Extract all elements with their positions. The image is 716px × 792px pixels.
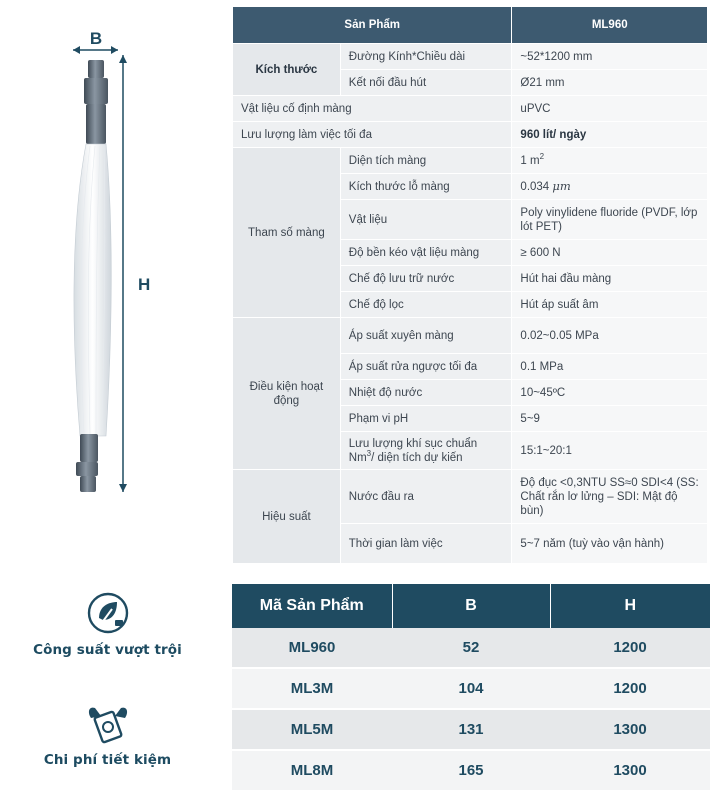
air-key-superscript: 3 bbox=[366, 448, 372, 458]
model-code: ML3M bbox=[232, 668, 392, 709]
model-h: 1300 bbox=[550, 709, 710, 750]
money-wings-icon bbox=[85, 700, 131, 746]
air-key-line1: Lưu lượng khí sục chuẩn bbox=[348, 437, 478, 450]
spec-value: Độ đục <0,3NTU SS≈0 SDI<4 (SS: Chất rắn lơ lửng – SDI: Mật độ bùn) bbox=[512, 470, 708, 524]
model-row bbox=[232, 750, 710, 791]
spec-row bbox=[233, 318, 708, 354]
spec-value: Hút áp suất âm bbox=[512, 292, 708, 318]
spec-key: Vật liệu cố định màng bbox=[233, 96, 512, 122]
specification-table bbox=[232, 6, 708, 564]
model-b: 104 bbox=[392, 668, 550, 709]
spec-row bbox=[233, 470, 708, 524]
spec-key: Vật liệu bbox=[340, 200, 512, 240]
spec-value: 15:1~20:1 bbox=[512, 432, 708, 470]
model-row bbox=[232, 709, 710, 750]
air-key-line2: / diện tích dự kiến bbox=[371, 451, 463, 464]
model-b: 165 bbox=[392, 750, 550, 791]
pore-value: 0.034 bbox=[520, 181, 553, 193]
spec-group-operation: Điều kiện hoạt động bbox=[233, 318, 341, 470]
spec-header-row bbox=[233, 7, 708, 44]
spec-key: Nhiệt độ nước bbox=[340, 380, 512, 406]
spec-value: Ø21 mm bbox=[512, 70, 708, 96]
model-row bbox=[232, 668, 710, 709]
feature-savings-label: Chi phí tiết kiệm bbox=[43, 752, 172, 768]
spec-key: Diện tích màng bbox=[340, 148, 512, 174]
pore-unit: μm bbox=[552, 179, 571, 193]
model-code: ML5M bbox=[232, 709, 392, 750]
model-h: 1200 bbox=[550, 668, 710, 709]
spec-value: ≥ 600 N bbox=[512, 240, 708, 266]
spec-header-product: Sản Phẩm bbox=[233, 7, 512, 44]
spec-value: Hút hai đầu màng bbox=[512, 266, 708, 292]
model-row bbox=[232, 628, 710, 668]
spec-key: Chế độ lọc bbox=[340, 292, 512, 318]
model-code: ML8M bbox=[232, 750, 392, 791]
model-header-b: B bbox=[392, 584, 550, 628]
spec-key: Nước đầu ra bbox=[340, 470, 512, 524]
spec-group-size: Kích thước bbox=[233, 44, 341, 96]
spec-key: Kết nối đầu hút bbox=[340, 70, 512, 96]
air-key-unit: Nm bbox=[348, 451, 367, 464]
membrane-module-drawing bbox=[0, 0, 215, 560]
model-code: ML960 bbox=[232, 628, 392, 668]
spec-value: uPVC bbox=[512, 96, 708, 122]
spec-group-performance: Hiệu suất bbox=[233, 470, 341, 564]
model-b: 52 bbox=[392, 628, 550, 668]
spec-key: Lưu lượng làm việc tối đa bbox=[233, 122, 512, 148]
spec-header-model: ML960 bbox=[512, 7, 708, 44]
model-header-code: Mã Sản Phẩm bbox=[232, 584, 392, 628]
spec-value: 0.02~0.05 MPa bbox=[512, 318, 708, 354]
spec-row bbox=[233, 96, 708, 122]
spec-row bbox=[233, 122, 708, 148]
model-h: 1300 bbox=[550, 750, 710, 791]
spec-key: Áp suất xuyên màng bbox=[340, 318, 512, 354]
model-table bbox=[232, 584, 710, 792]
spec-value bbox=[512, 148, 708, 174]
spec-key bbox=[340, 432, 512, 470]
spec-row bbox=[233, 148, 708, 174]
spec-key: Chế độ lưu trữ nước bbox=[340, 266, 512, 292]
dimension-b-label: B bbox=[89, 29, 103, 48]
model-h: 1200 bbox=[550, 628, 710, 668]
spec-key: Áp suất rửa ngược tối đa bbox=[340, 354, 512, 380]
spec-value: ~52*1200 mm bbox=[512, 44, 708, 70]
feature-savings bbox=[0, 700, 215, 768]
spec-value: Poly vinylidene fluoride (PVDF, lớp lót PET) bbox=[512, 200, 708, 240]
dimension-h-arrow bbox=[119, 55, 127, 492]
model-header-h: H bbox=[550, 584, 710, 628]
feature-performance bbox=[0, 590, 215, 658]
spec-key: Độ bền kéo vật liệu màng bbox=[340, 240, 512, 266]
spec-value bbox=[512, 174, 708, 200]
spec-value: 10~45ºC bbox=[512, 380, 708, 406]
area-value: 1 m bbox=[520, 154, 540, 167]
spec-value: 5~9 bbox=[512, 406, 708, 432]
feature-performance-label: Công suất vượt trội bbox=[33, 642, 182, 658]
spec-value: 0.1 MPa bbox=[512, 354, 708, 380]
area-superscript: 2 bbox=[539, 151, 545, 161]
spec-key: Phạm vi pH bbox=[340, 406, 512, 432]
dimension-h-label: H bbox=[138, 275, 151, 294]
spec-group-membrane: Tham số màng bbox=[233, 148, 341, 318]
model-header-row bbox=[232, 584, 710, 628]
eco-plug-icon bbox=[85, 590, 131, 636]
spec-value: 960 lít/ ngày bbox=[512, 122, 708, 148]
spec-row bbox=[233, 44, 708, 70]
spec-value: 5~7 năm (tuỳ vào vận hành) bbox=[512, 524, 708, 564]
spec-key: Kích thước lỗ màng bbox=[340, 174, 512, 200]
spec-key: Đường Kính*Chiều dài bbox=[340, 44, 512, 70]
model-b: 131 bbox=[392, 709, 550, 750]
product-illustration bbox=[0, 0, 215, 560]
spec-key: Thời gian làm việc bbox=[340, 524, 512, 564]
